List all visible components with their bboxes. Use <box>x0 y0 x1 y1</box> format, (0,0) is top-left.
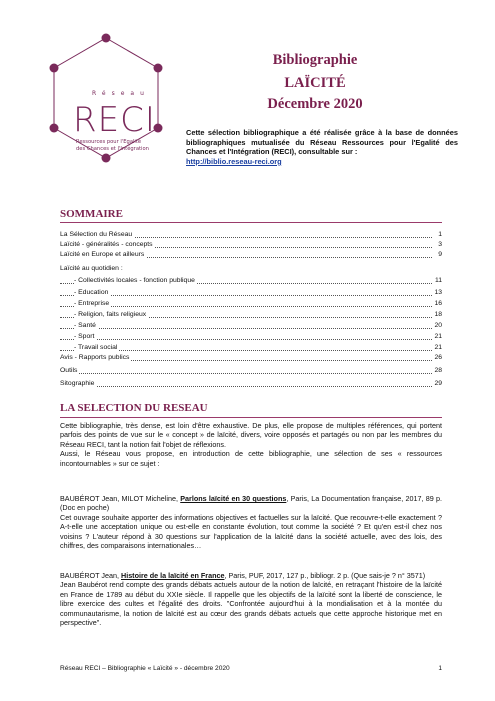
toc-page: 20 <box>434 322 442 329</box>
toc-item[interactable] <box>60 379 442 389</box>
toc-leader <box>60 339 432 340</box>
title-block <box>240 50 390 114</box>
toc-label: Laïcité en Europe et ailleurs <box>60 251 145 258</box>
toc-item[interactable] <box>60 288 442 298</box>
toc-label: - Entreprise <box>74 300 110 307</box>
entry-authors: BAUBÉROT Jean, <box>60 571 119 580</box>
toc-label: - Collectivités locales - fonction publique <box>74 277 195 284</box>
toc-label: Outils <box>60 367 78 374</box>
toc-label: - Education <box>74 289 109 296</box>
toc-label: - Sport <box>74 333 95 340</box>
toc-item[interactable] <box>60 310 442 320</box>
toc-page: 29 <box>434 380 442 387</box>
entry-reference <box>60 571 442 580</box>
selection-title: LA SELECTION DU RESEAU <box>60 402 208 414</box>
toc-label: Laïcité - généralités - concepts <box>60 241 153 248</box>
toc-page: 21 <box>434 344 442 351</box>
toc-page: 1 <box>438 231 442 238</box>
toc-item[interactable] <box>60 353 442 363</box>
entry-publication: , Paris, PUF, 2017, 127 p., bibliogr. 2 p. (Que sais-je ? n° 3571) <box>224 571 426 580</box>
entry-book-title[interactable]: Histoire de la laïcité en France <box>121 571 225 580</box>
toc-label: - Travail social <box>74 344 118 351</box>
toc-label: Avis - Rapports publics <box>60 354 130 361</box>
entry-book-title[interactable]: Parlons laïcité en 30 questions <box>180 494 287 503</box>
intro-text: Cette sélection bibliographique a été réalisée grâce à la base de données bibliographiques mutualisée du Réseau Ressources pour l'Egalité des Chances et l'Intégration (RECI), consultable sur : <box>186 128 458 157</box>
selection-intro <box>60 421 442 468</box>
entry-summary: Jean Baubérot rend compte des grands débats actuels autour de la notion de laïcité, en retraçant l'histoire de la laïcité en France de 1789 au début du XXIe siècle. Il rappelle que les objectifs de la laïcité sont la liberté de conscience, le libre exercice des cultes et l'égalité des droits. "Confrontée aujourd'hui à la mondialisation et à la montée du communautarisme, la notion de laïcité est au cœur des grands débats actuels que cette approche historique met en perspective". <box>60 580 442 628</box>
reci-logo <box>40 28 172 178</box>
toc-item[interactable] <box>60 343 442 353</box>
summary-title: SOMMAIRE <box>60 208 123 220</box>
toc-label: Sitographie <box>60 380 95 387</box>
toc-item[interactable] <box>60 332 442 342</box>
toc-label: Laïcité au quotidien : <box>60 265 123 272</box>
toc-page: 28 <box>434 367 442 374</box>
toc-item[interactable] <box>60 230 442 240</box>
toc-page: 9 <box>438 251 442 258</box>
toc-label: La Sélection du Réseau <box>60 231 133 238</box>
summary-rule <box>60 222 442 223</box>
logo-subtitle-line2: des Chances et l'Intégration <box>76 145 149 152</box>
toc-page: 13 <box>434 289 442 296</box>
bibliography-entry <box>60 571 442 627</box>
selection-intro-text2: Aussi, le Réseau vous propose, en introduction de cette bibliographie, une sélection de ses « ressources incontournables » sur ce sujet : <box>60 449 442 468</box>
entry-reference <box>60 494 442 513</box>
toc-label: - Religion, faits religieux <box>74 311 147 318</box>
entry-summary: Cet ouvrage souhaite apporter des informations objectives et factuelles sur la laïcité. Que recouvre-t-elle exactement ? A-t-elle une acceptation unique ou est-elle en constante évolution, tout comme la société ? Et qu'en est-il chez nos voisins ? L'auteur répond à 30 questions sur l'application de la laïcité dans la société actuelle, avec des lois, des chiffres, des comparaisons internationales… <box>60 512 442 551</box>
toc-page: 3 <box>438 241 442 248</box>
doc-date: Décembre 2020 <box>267 96 363 112</box>
toc-leader <box>60 306 432 307</box>
intro-paragraph <box>186 128 458 166</box>
toc-label: - Santé <box>74 322 96 329</box>
toc-item[interactable] <box>60 366 442 376</box>
entry-authors: BAUBÉROT Jean, MILOT Micheline, <box>60 494 178 503</box>
toc-item[interactable] <box>60 321 442 331</box>
toc-leader <box>60 373 432 374</box>
doc-title: Bibliographie <box>272 52 358 68</box>
toc-page: 26 <box>434 354 442 361</box>
entry-publication: , Paris, La Documentation française, 2017, 89 p. (Doc en poche) <box>60 494 442 513</box>
selection-rule <box>60 417 442 418</box>
toc-item[interactable] <box>60 250 442 260</box>
footer-page-number: 1 <box>438 665 442 672</box>
toc-page: 18 <box>434 311 442 318</box>
toc-leader <box>60 328 432 329</box>
toc-item[interactable] <box>60 276 442 286</box>
toc-leader <box>60 386 432 387</box>
toc-leader <box>60 295 432 296</box>
table-of-contents <box>60 230 442 389</box>
footer-text: Réseau RECI – Bibliographie « Laïcité » - décembre 2020 <box>60 665 230 672</box>
logo-subtitle-line1: Ressources pour l'Egalité <box>76 139 142 145</box>
toc-page: 11 <box>434 277 442 284</box>
selection-intro-text: Cette bibliographie, très dense, est loin d'être exhaustive. De plus, elle propose de multiples références, qui portent parfois des points de vue sur le « concept » de laïcité, divers, voire opposés et partagés ou non par les membres du Réseau RECI, tant la notion fait l'objet de réflexions. <box>60 421 442 449</box>
toc-item <box>60 264 442 274</box>
bibliography-entry <box>60 494 442 550</box>
logo-name: RECI <box>73 100 156 140</box>
logo-subtitle <box>76 139 149 152</box>
toc-item[interactable] <box>60 240 442 250</box>
page-footer <box>60 665 442 672</box>
logo-top-word: Réseau <box>92 90 150 97</box>
toc-page: 21 <box>434 333 442 340</box>
catalog-link[interactable]: http://biblio.reseau-reci.org <box>186 156 282 166</box>
doc-subject: LAÏCITÉ <box>284 75 346 91</box>
toc-item[interactable] <box>60 299 442 309</box>
toc-page: 16 <box>434 300 442 307</box>
